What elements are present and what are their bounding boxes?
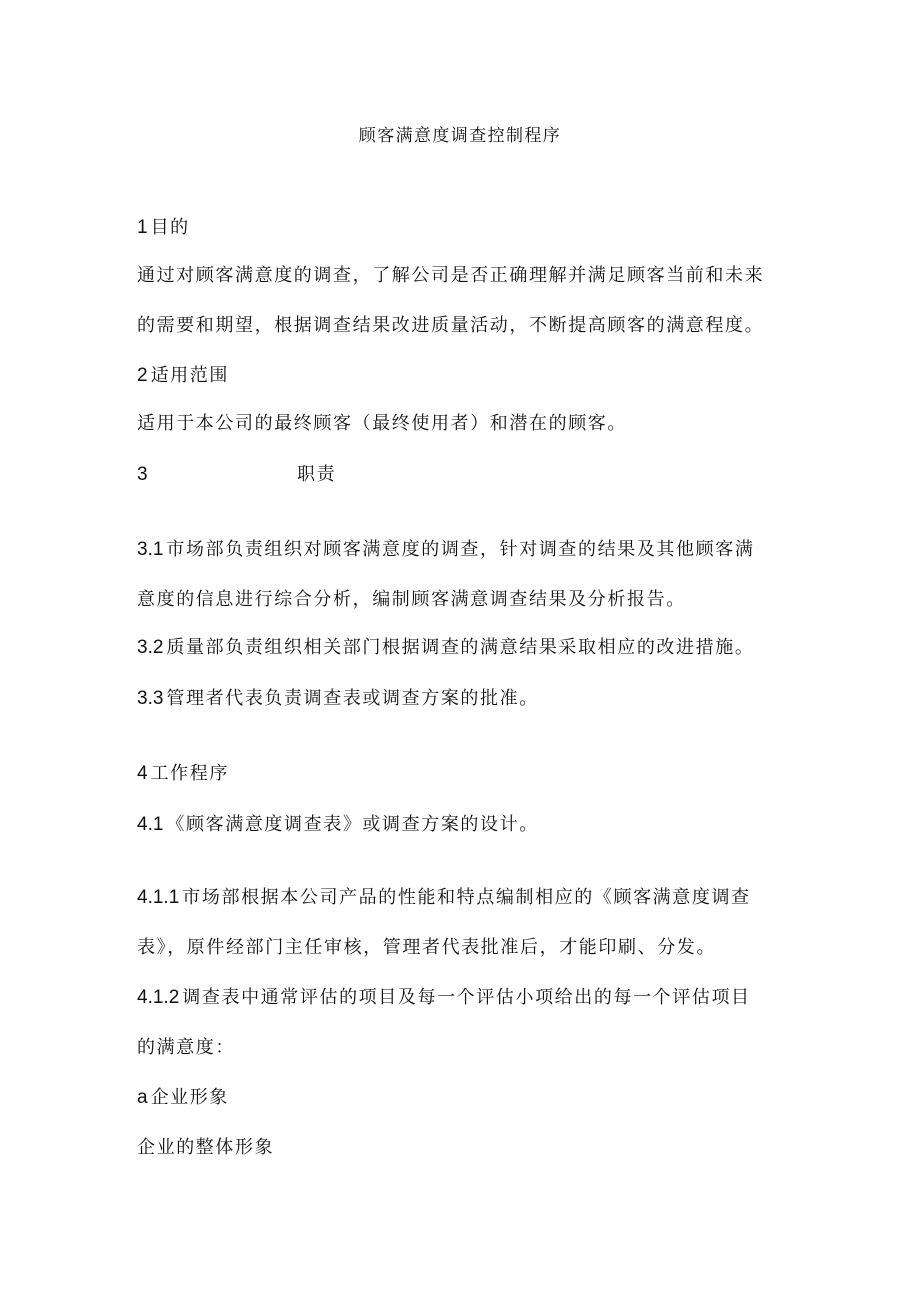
clause-4-1-2: [137, 986, 751, 1010]
section-number: 3: [137, 464, 148, 485]
clause-text: 市场部负责组织对顾客满意度的调查，针对调查的结果及其他顾客满: [166, 539, 755, 560]
paragraph-line: 适用于本公司的最终顾客（最终使用者）和潜在的顾客。: [137, 413, 627, 434]
paragraph-line: 企业的整体形象: [137, 1137, 275, 1158]
section-1-heading: [137, 216, 190, 240]
section-heading-text: 目的: [150, 217, 190, 238]
section-heading-text: 职责: [297, 464, 337, 485]
paragraph-line: 通过对顾客满意度的调查，了解公司是否正确理解并满足顾客当前和未来: [137, 265, 765, 286]
document-title: 顾客满意度调查控制程序: [358, 126, 562, 146]
clause-text: 《顾客满意度调查表》或调查方案的设计。: [166, 814, 539, 835]
clause-number: 4.1.1: [137, 887, 180, 908]
paragraph-line: 表》，原件经部门主任审核，管理者代表批准后，才能印刷、分发。: [137, 937, 716, 958]
item-letter: a: [137, 1087, 148, 1108]
section-4-heading: [137, 762, 229, 786]
section-3-heading: [137, 463, 437, 487]
paragraph-line: 的满意度：: [137, 1037, 235, 1058]
clause-number: 3.3: [137, 688, 164, 709]
clause-3-3: [137, 687, 539, 711]
clause-text: 调查表中通常评估的项目及每一个评估小项给出的每一个评估项目: [182, 987, 751, 1008]
clause-3-1: [137, 538, 754, 562]
clause-number: 3.1: [137, 539, 164, 560]
clause-4-1: [137, 813, 539, 837]
item-a-heading: [137, 1086, 229, 1110]
clause-text: 质量部负责组织相关部门根据调查的满意结果采取相应的改进措施。: [166, 637, 755, 658]
clause-4-1-1: [137, 886, 751, 910]
clause-text: 市场部根据本公司产品的性能和特点编制相应的《顾客满意度调查: [182, 887, 751, 908]
paragraph-line: 的需要和期望，根据调查结果改进质量活动，不断提高顾客的满意程度。: [137, 315, 765, 336]
section-number: 1: [137, 217, 148, 238]
clause-text: 管理者代表负责调查表或调查方案的批准。: [166, 688, 539, 709]
section-heading-text: 工作程序: [150, 763, 229, 784]
section-number: 2: [137, 365, 148, 386]
section-2-heading: [137, 364, 229, 388]
section-number: 4: [137, 763, 148, 784]
clause-3-2: [137, 636, 754, 660]
paragraph-line: 意度的信息进行综合分析，编制顾客满意调查结果及分析报告。: [137, 589, 686, 610]
section-heading-text: 适用范围: [150, 365, 229, 386]
item-heading-text: 企业形象: [150, 1087, 229, 1108]
clause-number: 3.2: [137, 637, 164, 658]
clause-number: 4.1.2: [137, 987, 180, 1008]
clause-number: 4.1: [137, 814, 164, 835]
